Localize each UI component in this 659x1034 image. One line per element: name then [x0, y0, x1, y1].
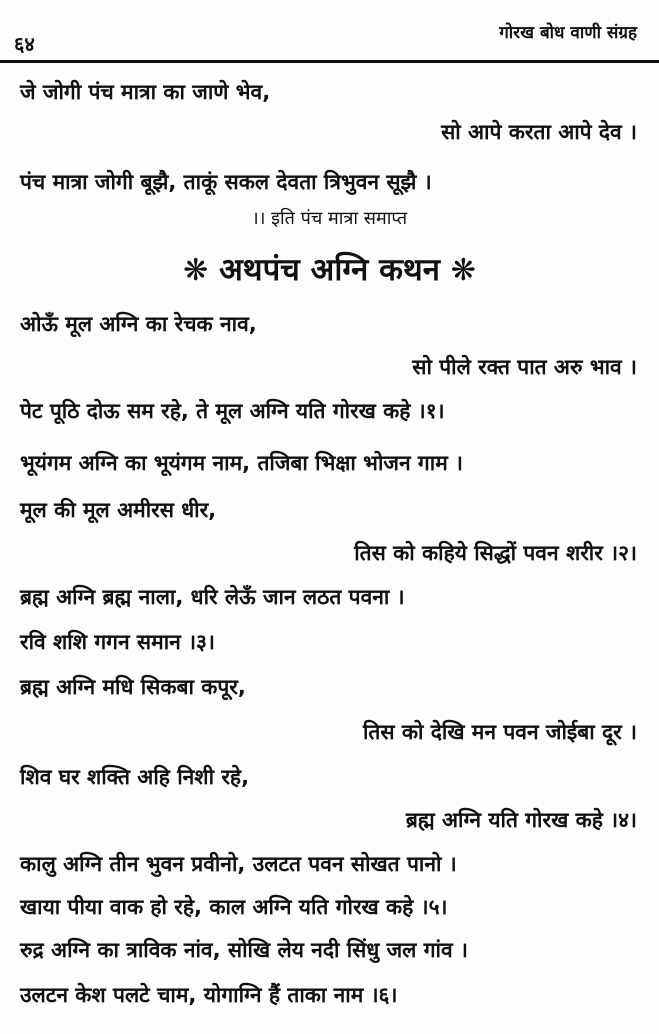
page-header — [0, 0, 659, 60]
verse-line: ब्रह्म अग्नि यति गोरख कहे ।४। — [405, 808, 637, 832]
section-end-note: ।। इति पंच मात्रा समाप्त — [251, 208, 408, 229]
asterism-left-icon: ❋ — [183, 253, 209, 288]
verse-line: ब्रह्म अग्नि ब्रह्म नाला, धरि लेऊँ जान लठत पवना । — [20, 585, 405, 609]
verse-line: जे जोगी पंच मात्रा का जाणे भेव, — [20, 80, 271, 104]
verse-line: पेट पूठि दोऊ सम रहे, ते मूल अग्नि यति गोरख कहे ।१। — [20, 399, 445, 423]
verse-line: भूयंगम अग्नि का भूयंगम नाम, तजिबा भिक्षा भोजन गाम । — [20, 451, 464, 475]
page-number: ६४ — [14, 32, 35, 56]
running-title: गोरख बोध वाणी संग्रह — [499, 23, 637, 43]
verse-line: सो आपे करता आपे देव । — [441, 120, 637, 144]
verse-line: मूल की मूल अमीरस धीर, — [20, 498, 217, 522]
asterism-right-icon: ❋ — [450, 253, 476, 288]
verse-line: ओऊँ मूल अग्नि का रेचक नाव, — [20, 312, 257, 336]
verse-line: तिस को कहिये सिद्धों पवन शरीर ।२। — [354, 541, 637, 565]
verse-line: पंच मात्रा जोगी बूझै, ताकूं सकल देवता त्रिभुवन सूझै । — [20, 170, 432, 194]
section-title: अथपंच अग्नि कथन — [219, 252, 440, 288]
verse-line: ब्रह्म अग्नि मधि सिकबा कपूर, — [20, 675, 246, 699]
verse-line: सो पीले रक्त पात अरु भाव । — [412, 355, 637, 379]
verse-line: खाया पीया वाक हो रहे, काल अग्नि यति गोरख कहे ।५। — [20, 895, 448, 919]
verse-line: रवि शशि गगन समान ।३। — [20, 630, 215, 654]
header-rule — [0, 60, 659, 63]
verse-line: शिव घर शक्ति अहि निशी रहे, — [20, 765, 250, 789]
verse-line: रुद्र अग्नि का त्राविक नांव, सोखि लेय नदी सिंधु जल गांव । — [20, 938, 468, 962]
verse-line: उलटन केश पलटे चाम, योगाग्नि हैं ताका नाम ।६। — [20, 983, 398, 1007]
section-heading — [0, 250, 659, 291]
verse-line: कालु अग्नि तीन भुवन प्रवीनो, उलटत पवन सोखत पानो । — [20, 852, 457, 876]
verse-line: तिस को देखि मन पवन जोईबा दूर । — [362, 720, 637, 744]
